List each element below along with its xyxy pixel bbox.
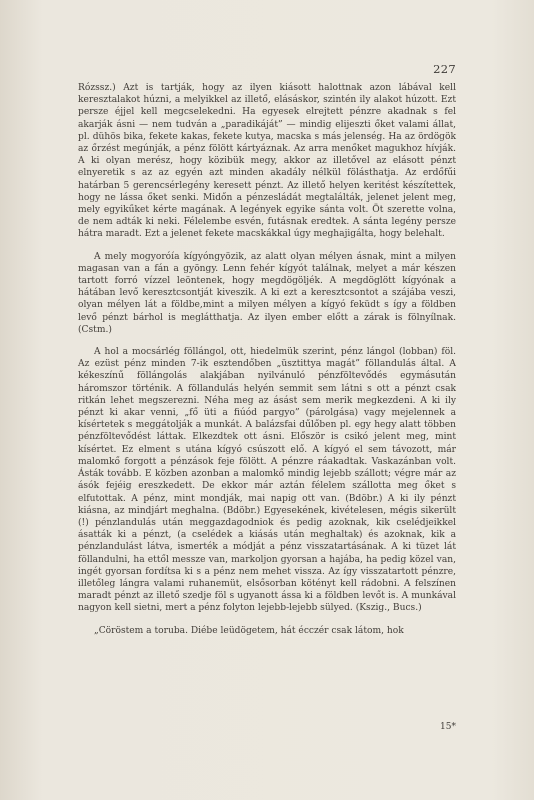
- page-number: 227: [433, 62, 456, 76]
- paragraph-3: A hol a mocsárlég föllángol, ott, hiedelmük szerint, pénz lángol (lobban) föl. Az ezüst pénz minden 7-ik esztendőben „üsztittya magát” föllandulás által. A kékeszínű föllángolás alakjában nyilvánuló pénzföltevődés egymásután háromszor történik. A föllandulás helyén semmit sem látni s ott a pénzt csak ritkán lehet megszerezni. Néha meg az ásást sem merik megkezdeni. A ki ily pénzt ki akar venni, „fő üti a fiúód pargyo” (párolgása) vagy mejelennek a kísértetek s meggátolják a munkát. A balázsfai dűlőben pl. egy hegy alatt többen pénzföltevődést láttak. Elkezdtek ott ásni. Először is csikó jelent meg, mint kísértet. Ez elment s utána kígyó csúszott elő. A kígyó el sem távozott, már malomkő forgott a pénzások feje fölött. A pénzre ráakadtak. Vaskazánban volt. Ásták tovább. E közben azonban a malomkő mindig lejebb szállott; végre már az ásók fejéig ereszkedett. De ekkor már aztán félelem szállotta meg őket s elfutottak. A pénz, mint mondják, mai napig ott van. (Bdöbr.) A ki ily pénzt kiásna, az mindjárt meghalna. (Bdöbr.) Egyesekének, kivételesen, mégis sikerült (!) pénzlandulás után meggazdagodniok és pedig azoknak, kik cselédjeikkel ásatták ki a pénzt, (a cselédek a kiásás után meghaltak) és azoknak, kik a pénzlandulást látva, ismerték a módját a pénz visszatartásának. A ki tüzet lát föllandulni, ha ettől messze van, markoljon gyorsan a hajába, ha pedig közel van, ingét gyorsan fordítsa ki s a pénz nem mehet vissza. Az így visszatartott pénzre, illetőleg lángra valami ruhanemüt, elsősorban kötényt kell rádobni. A felszínen maradt pénzt az illető szedje föl s ugyanott ássa ki a földben levőt is. A munkával nagyon kell sietni, mert a pénz folyton lejebb-lejebb sülyed. (Kszig., Bucs.): [78, 347, 456, 614]
- paragraph-1: Rózssz.) Azt is tartják, hogy az ilyen kiásott halottnak azon lábával kell keresztalakot húzni, a melyikkel az illető, elásáskor, szintén ily alakot húzott. Ezt persze éjjel kell megcselekedni. Ha egyesek elrejtett pénzre akadnak s fel akarják ásni — nem tudván a „paradikáját” — mindig elijeszti őket valami állat, pl. dühös bika, fekete kakas, fekete kutya, macska s más jelenség. Ha az ördögök az őrzést megúnják, a pénz fölött kártyáznak. Az arra menőket magukhoz hívják. A ki olyan merész, hogy közibük megy, akkor az illetővel az elásott pénzt elnyeretik s az az egyén azt minden akadály nélkül fölásthatja. Az erdőfűi határban 5 gerencsérlegény keresett pénzt. Az illető helyen keritést készítettek, hogy ne lássa őket senki. Midőn a pénzesládát megtalálták, jelenet jelent meg, mely egyikűket kérte magának. A legények egyike sánta volt. Öt szerette volna, de nem adták ki neki. Félelembe esvén, futásnak eredtek. A sánta legény persze hátra maradt. Ezt a jelenet fekete macskákkal úgy meghajigálta, hogy belehalt.: [78, 83, 456, 240]
- paragraph-4: „Cöröstem a toruba. Diébe leüdögetem, hát écczér csak látom, hok: [94, 625, 404, 636]
- printer-signature: 15*: [440, 722, 456, 732]
- page-body: [78, 82, 456, 647]
- paragraph-2: A mely mogyoróía kígyóngyözik, az alatt olyan mélyen ásnak, mint a milyen magasan van a fán a gyöngy. Lenn fehér kígyót találnak, melyet a már készen tartott forró vízzel leöntenek, hogy megdögöljék. A megdöglött kígyónak a hátában levő keresztcsontját kiveszik. A ki ezt a keresztcsontot a szájába veszi, olyan mélyen lát a földbe,mint a milyen mélyen a kígyó feküdt s így a földben levő pénzt bárhol is meglátthatja. Az ilyen ember előtt a zárak is fölnyílnak. (Cstm.): [78, 251, 456, 335]
